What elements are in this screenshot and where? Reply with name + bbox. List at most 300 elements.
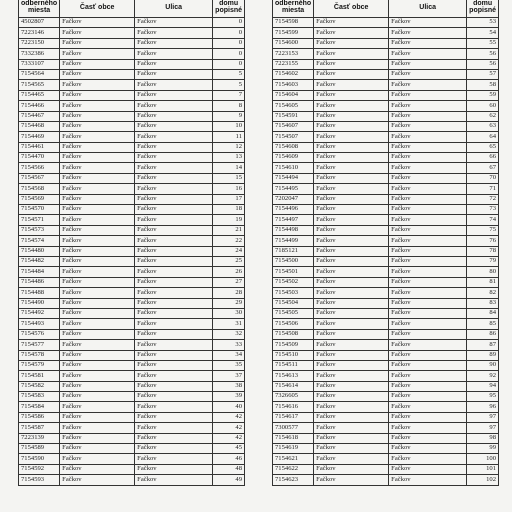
cell-house: 13 <box>213 153 245 163</box>
cell-part: Fačkov <box>314 298 389 308</box>
cell-id: 7154604 <box>273 90 314 100</box>
cell-house: 7 <box>213 90 245 100</box>
table-row <box>273 371 499 381</box>
cell-id: 7154609 <box>273 153 314 163</box>
table-row <box>19 132 245 142</box>
cell-house: 95 <box>467 392 499 402</box>
cell-street: Fačkov <box>135 433 213 443</box>
cell-house: 29 <box>213 298 245 308</box>
cell-house: 45 <box>213 444 245 454</box>
cell-id: 7154587 <box>19 423 60 433</box>
cell-house: 59 <box>467 90 499 100</box>
cell-street: Fačkov <box>389 225 467 235</box>
cell-part: Fačkov <box>314 475 389 485</box>
table-row <box>19 319 245 329</box>
cell-part: Fačkov <box>60 423 135 433</box>
cell-part: Fačkov <box>60 340 135 350</box>
table-row <box>19 412 245 422</box>
cell-part: Fačkov <box>314 340 389 350</box>
cell-house: 0 <box>213 28 245 38</box>
cell-house: 49 <box>213 475 245 485</box>
cell-part: Fačkov <box>60 277 135 287</box>
table-row <box>19 184 245 194</box>
cell-street: Fačkov <box>389 256 467 266</box>
cell-part: Fačkov <box>314 392 389 402</box>
table-row <box>273 319 499 329</box>
cell-part: Fačkov <box>60 163 135 173</box>
cell-id: 7223155 <box>273 59 314 69</box>
table-row <box>19 49 245 59</box>
table-row <box>19 402 245 412</box>
cell-part: Fačkov <box>60 49 135 59</box>
cell-street: Fačkov <box>389 18 467 28</box>
cell-house: 42 <box>213 433 245 443</box>
cell-part: Fačkov <box>60 101 135 111</box>
cell-street: Fačkov <box>135 392 213 402</box>
cell-id: 7154586 <box>19 412 60 422</box>
cell-id: 7154461 <box>19 142 60 152</box>
cell-id: 7154573 <box>19 225 60 235</box>
table-row <box>273 464 499 474</box>
cell-part: Fačkov <box>60 38 135 48</box>
cell-id: 7154506 <box>273 319 314 329</box>
cell-id: 7154465 <box>19 90 60 100</box>
table-row <box>273 298 499 308</box>
cell-house: 70 <box>467 173 499 183</box>
header-part: Časť obce <box>314 0 389 18</box>
cell-part: Fačkov <box>60 59 135 69</box>
table-row <box>19 464 245 474</box>
cell-part: Fačkov <box>60 194 135 204</box>
table-row <box>273 412 499 422</box>
table-row <box>273 59 499 69</box>
cell-house: 62 <box>467 111 499 121</box>
cell-house: 21 <box>213 225 245 235</box>
cell-id: 7154504 <box>273 298 314 308</box>
cell-street: Fačkov <box>389 340 467 350</box>
cell-street: Fačkov <box>135 423 213 433</box>
table-row <box>19 38 245 48</box>
cell-part: Fačkov <box>60 464 135 474</box>
table-row <box>273 246 499 256</box>
cell-house: 84 <box>467 308 499 318</box>
table-row <box>273 329 499 339</box>
cell-street: Fačkov <box>389 132 467 142</box>
cell-part: Fačkov <box>60 90 135 100</box>
cell-street: Fačkov <box>135 267 213 277</box>
cell-street: Fačkov <box>135 319 213 329</box>
cell-house: 28 <box>213 288 245 298</box>
table-row <box>19 142 245 152</box>
cell-house: 22 <box>213 236 245 246</box>
header-id: odberného miesta <box>273 0 314 18</box>
table-row <box>273 121 499 131</box>
cell-house: 42 <box>213 423 245 433</box>
cell-house: 97 <box>467 412 499 422</box>
table-row <box>273 80 499 90</box>
cell-house: 48 <box>213 464 245 474</box>
table-row <box>19 121 245 131</box>
table-row <box>19 350 245 360</box>
cell-part: Fačkov <box>60 80 135 90</box>
cell-part: Fačkov <box>60 267 135 277</box>
cell-part: Fačkov <box>60 256 135 266</box>
cell-street: Fačkov <box>389 173 467 183</box>
cell-house: 34 <box>213 350 245 360</box>
cell-part: Fačkov <box>60 444 135 454</box>
cell-street: Fačkov <box>389 246 467 256</box>
cell-part: Fačkov <box>314 28 389 38</box>
cell-id: 4502807 <box>19 18 60 28</box>
cell-house: 15 <box>213 173 245 183</box>
cell-id: 7154600 <box>273 38 314 48</box>
cell-street: Fačkov <box>389 277 467 287</box>
cell-part: Fačkov <box>60 454 135 464</box>
cell-part: Fačkov <box>314 402 389 412</box>
cell-part: Fačkov <box>314 360 389 370</box>
cell-id: 7154598 <box>273 18 314 28</box>
table-row <box>19 475 245 485</box>
cell-part: Fačkov <box>60 371 135 381</box>
cell-street: Fačkov <box>389 49 467 59</box>
cell-part: Fačkov <box>60 225 135 235</box>
cell-street: Fačkov <box>135 215 213 225</box>
cell-id: 7154592 <box>19 464 60 474</box>
cell-house: 56 <box>467 49 499 59</box>
cell-house: 67 <box>467 163 499 173</box>
cell-street: Fačkov <box>135 153 213 163</box>
table-row <box>19 308 245 318</box>
cell-house: 19 <box>213 215 245 225</box>
cell-house: 71 <box>467 184 499 194</box>
cell-street: Fačkov <box>389 475 467 485</box>
cell-id: 7154568 <box>19 184 60 194</box>
table-row <box>273 433 499 443</box>
cell-id: 7154468 <box>19 121 60 131</box>
table-row <box>19 392 245 402</box>
cell-street: Fačkov <box>389 454 467 464</box>
cell-street: Fačkov <box>135 298 213 308</box>
cell-id: 7154570 <box>19 205 60 215</box>
cell-house: 10 <box>213 121 245 131</box>
cell-house: 92 <box>467 371 499 381</box>
header-house: domu popisné <box>213 0 245 18</box>
cell-house: 89 <box>467 350 499 360</box>
cell-id: 7154502 <box>273 277 314 287</box>
cell-id: 7154488 <box>19 288 60 298</box>
cell-id: 7154619 <box>273 444 314 454</box>
cell-street: Fačkov <box>389 350 467 360</box>
cell-house: 102 <box>467 475 499 485</box>
cell-street: Fačkov <box>389 371 467 381</box>
cell-street: Fačkov <box>389 215 467 225</box>
cell-id: 7154614 <box>273 381 314 391</box>
cell-street: Fačkov <box>389 298 467 308</box>
cell-house: 80 <box>467 267 499 277</box>
cell-part: Fačkov <box>314 329 389 339</box>
cell-id: 7154569 <box>19 194 60 204</box>
cell-part: Fačkov <box>314 319 389 329</box>
cell-id: 7223150 <box>19 38 60 48</box>
cell-house: 16 <box>213 184 245 194</box>
cell-house: 25 <box>213 256 245 266</box>
table-row <box>19 215 245 225</box>
cell-street: Fačkov <box>389 392 467 402</box>
cell-house: 54 <box>467 28 499 38</box>
cell-street: Fačkov <box>389 236 467 246</box>
table-row <box>19 267 245 277</box>
cell-id: 7154503 <box>273 288 314 298</box>
cell-id: 7154582 <box>19 381 60 391</box>
table-row <box>19 423 245 433</box>
cell-street: Fačkov <box>389 423 467 433</box>
table-row <box>19 381 245 391</box>
cell-street: Fačkov <box>135 412 213 422</box>
cell-part: Fačkov <box>60 319 135 329</box>
cell-house: 12 <box>213 142 245 152</box>
cell-part: Fačkov <box>60 360 135 370</box>
cell-house: 100 <box>467 454 499 464</box>
cell-id: 7154501 <box>273 267 314 277</box>
cell-street: Fačkov <box>389 329 467 339</box>
cell-part: Fačkov <box>314 423 389 433</box>
cell-street: Fačkov <box>135 111 213 121</box>
table-row <box>273 236 499 246</box>
cell-id: 7154576 <box>19 329 60 339</box>
table-row <box>273 454 499 464</box>
table-row <box>19 340 245 350</box>
cell-id: 7154579 <box>19 360 60 370</box>
cell-part: Fačkov <box>60 288 135 298</box>
cell-part: Fačkov <box>314 194 389 204</box>
cell-street: Fačkov <box>389 90 467 100</box>
cell-part: Fačkov <box>60 69 135 79</box>
cell-house: 56 <box>467 59 499 69</box>
table-row <box>19 173 245 183</box>
cell-street: Fačkov <box>135 173 213 183</box>
cell-id: 7332386 <box>19 49 60 59</box>
cell-id: 7154469 <box>19 132 60 142</box>
cell-id: 7154608 <box>273 142 314 152</box>
cell-id: 7154610 <box>273 163 314 173</box>
cell-id: 7154490 <box>19 298 60 308</box>
cell-id: 7154599 <box>273 28 314 38</box>
cell-street: Fačkov <box>389 28 467 38</box>
cell-part: Fačkov <box>60 412 135 422</box>
cell-street: Fačkov <box>135 288 213 298</box>
cell-house: 101 <box>467 464 499 474</box>
cell-street: Fačkov <box>135 121 213 131</box>
cell-id: 7154500 <box>273 256 314 266</box>
table-row <box>273 163 499 173</box>
cell-street: Fačkov <box>135 475 213 485</box>
cell-id: 7154566 <box>19 163 60 173</box>
cell-house: 74 <box>467 215 499 225</box>
header-id: odberného miesta <box>19 0 60 18</box>
cell-street: Fačkov <box>389 360 467 370</box>
cell-street: Fačkov <box>135 59 213 69</box>
cell-street: Fačkov <box>135 132 213 142</box>
table-row <box>19 163 245 173</box>
cell-id: 7154583 <box>19 392 60 402</box>
cell-part: Fačkov <box>60 132 135 142</box>
table-row <box>19 288 245 298</box>
cell-street: Fačkov <box>389 412 467 422</box>
cell-house: 18 <box>213 205 245 215</box>
table-row <box>273 392 499 402</box>
cell-part: Fačkov <box>314 163 389 173</box>
cell-part: Fačkov <box>60 402 135 412</box>
cell-part: Fačkov <box>60 111 135 121</box>
table-row <box>273 28 499 38</box>
cell-street: Fačkov <box>389 402 467 412</box>
cell-house: 8 <box>213 101 245 111</box>
table-row <box>273 194 499 204</box>
cell-part: Fačkov <box>60 153 135 163</box>
table-row <box>19 329 245 339</box>
cell-street: Fačkov <box>389 194 467 204</box>
table-row <box>19 277 245 287</box>
cell-part: Fačkov <box>314 350 389 360</box>
table-row <box>273 350 499 360</box>
table-row <box>19 236 245 246</box>
cell-part: Fačkov <box>60 246 135 256</box>
table-row <box>273 381 499 391</box>
cell-part: Fačkov <box>60 433 135 443</box>
cell-id: 7154505 <box>273 308 314 318</box>
cell-street: Fačkov <box>135 101 213 111</box>
cell-id: 7154565 <box>19 80 60 90</box>
cell-house: 76 <box>467 236 499 246</box>
table-row <box>273 111 499 121</box>
cell-street: Fačkov <box>135 236 213 246</box>
table-row <box>19 28 245 38</box>
cell-street: Fačkov <box>389 205 467 215</box>
table-row <box>19 225 245 235</box>
cell-house: 17 <box>213 194 245 204</box>
cell-house: 86 <box>467 329 499 339</box>
left-table-body <box>19 18 245 486</box>
table-row <box>273 153 499 163</box>
cell-part: Fačkov <box>314 236 389 246</box>
cell-house: 65 <box>467 142 499 152</box>
cell-id: 7326605 <box>273 392 314 402</box>
cell-house: 57 <box>467 69 499 79</box>
cell-house: 30 <box>213 308 245 318</box>
cell-house: 98 <box>467 433 499 443</box>
cell-street: Fačkov <box>135 360 213 370</box>
cell-id: 7154581 <box>19 371 60 381</box>
cell-part: Fačkov <box>314 90 389 100</box>
cell-street: Fačkov <box>389 444 467 454</box>
table-row <box>273 277 499 287</box>
table-row <box>273 184 499 194</box>
cell-id: 7185121 <box>273 246 314 256</box>
cell-part: Fačkov <box>60 475 135 485</box>
table-row <box>273 215 499 225</box>
cell-id: 7154497 <box>273 215 314 225</box>
cell-part: Fačkov <box>314 142 389 152</box>
cell-id: 7223146 <box>19 28 60 38</box>
right-table-body <box>273 18 499 486</box>
table-row <box>19 433 245 443</box>
cell-street: Fačkov <box>135 90 213 100</box>
left-table <box>18 0 245 486</box>
cell-part: Fačkov <box>60 236 135 246</box>
cell-id: 7154571 <box>19 215 60 225</box>
cell-part: Fačkov <box>60 308 135 318</box>
cell-part: Fačkov <box>314 381 389 391</box>
table-row <box>19 69 245 79</box>
cell-street: Fačkov <box>389 38 467 48</box>
cell-id: 7154509 <box>273 340 314 350</box>
table-row <box>273 402 499 412</box>
cell-id: 7154602 <box>273 69 314 79</box>
cell-house: 94 <box>467 381 499 391</box>
table-row <box>19 80 245 90</box>
cell-part: Fačkov <box>314 184 389 194</box>
cell-house: 81 <box>467 277 499 287</box>
cell-id: 7154593 <box>19 475 60 485</box>
table-row <box>19 59 245 69</box>
cell-part: Fačkov <box>60 215 135 225</box>
table-row <box>19 194 245 204</box>
cell-part: Fačkov <box>314 38 389 48</box>
cell-part: Fačkov <box>60 392 135 402</box>
cell-id: 7154578 <box>19 350 60 360</box>
table-row <box>19 246 245 256</box>
cell-id: 7154508 <box>273 329 314 339</box>
cell-street: Fačkov <box>135 340 213 350</box>
cell-house: 82 <box>467 288 499 298</box>
cell-id: 7154623 <box>273 475 314 485</box>
cell-part: Fačkov <box>314 69 389 79</box>
cell-house: 75 <box>467 225 499 235</box>
cell-part: Fačkov <box>314 173 389 183</box>
cell-part: Fačkov <box>60 298 135 308</box>
table-row <box>273 267 499 277</box>
cell-street: Fačkov <box>135 444 213 454</box>
cell-id: 7154584 <box>19 402 60 412</box>
cell-house: 46 <box>213 454 245 464</box>
cell-street: Fačkov <box>135 454 213 464</box>
table-row <box>273 444 499 454</box>
cell-house: 78 <box>467 246 499 256</box>
cell-id: 7154486 <box>19 277 60 287</box>
cell-part: Fačkov <box>314 433 389 443</box>
cell-part: Fačkov <box>314 111 389 121</box>
cell-street: Fačkov <box>135 38 213 48</box>
table-row <box>273 308 499 318</box>
cell-id: 7154589 <box>19 444 60 454</box>
table-row <box>273 69 499 79</box>
cell-id: 7154603 <box>273 80 314 90</box>
cell-part: Fačkov <box>314 101 389 111</box>
cell-street: Fačkov <box>389 433 467 443</box>
cell-street: Fačkov <box>135 381 213 391</box>
cell-street: Fačkov <box>135 464 213 474</box>
cell-house: 63 <box>467 121 499 131</box>
cell-part: Fačkov <box>314 205 389 215</box>
table-row <box>273 173 499 183</box>
cell-id: 7154480 <box>19 246 60 256</box>
cell-part: Fačkov <box>60 184 135 194</box>
table-row <box>273 101 499 111</box>
cell-street: Fačkov <box>135 184 213 194</box>
cell-street: Fačkov <box>389 69 467 79</box>
cell-id: 7300577 <box>273 423 314 433</box>
cell-id: 7154511 <box>273 360 314 370</box>
